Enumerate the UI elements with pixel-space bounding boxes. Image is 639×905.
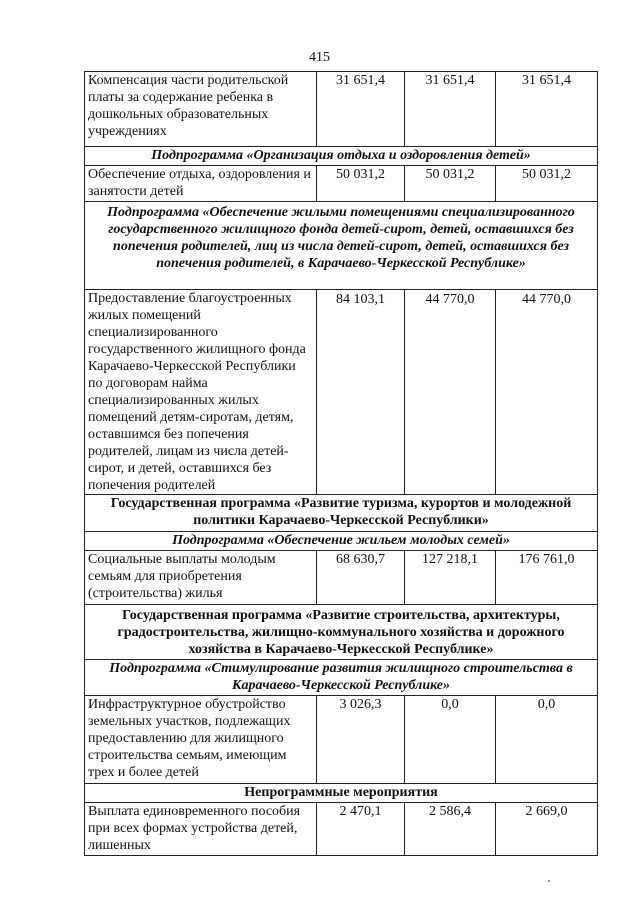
value-cell: 31 651,4 <box>405 72 496 147</box>
value-cell: 0,0 <box>496 696 598 784</box>
budget-table <box>84 71 598 856</box>
table-row <box>85 166 598 202</box>
subprogram-row <box>85 202 598 290</box>
program-title: Государственная программа «Развитие туризма, курортов и молодежной политики Карачаево-Черкесской Республики» <box>85 495 598 532</box>
value-cell: 127 218,1 <box>405 551 496 605</box>
value-cell: 31 651,4 <box>496 72 598 147</box>
table-row <box>85 72 598 147</box>
value-cell: 68 630,7 <box>317 551 405 605</box>
table-row <box>85 551 598 605</box>
value-cell: 31 651,4 <box>317 72 405 147</box>
program-row <box>85 605 598 660</box>
table-row <box>85 696 598 784</box>
subprogram-title: Подпрограмма «Обеспечение жильем молодых семей» <box>85 532 598 551</box>
program-title: Непрограммные мероприятия <box>85 784 598 803</box>
value-cell: 0,0 <box>405 696 496 784</box>
program-row <box>85 784 598 803</box>
value-cell: 176 761,0 <box>496 551 598 605</box>
subprogram-row <box>85 660 598 696</box>
value-cell: 44 770,0 <box>405 290 496 495</box>
scan-speck <box>548 880 550 882</box>
row-name: Обеспечение отдыха, оздоровления и занятости детей <box>85 166 317 202</box>
value-cell: 3 026,3 <box>317 696 405 784</box>
value-cell: 84 103,1 <box>317 290 405 495</box>
row-name: Компенсация части родительской платы за содержание ребенка в дошкольных образовательных учреждениях <box>85 72 317 147</box>
subprogram-title: Подпрограмма «Обеспечение жилыми помещениями специализированного государственного жилищного фонда детей-сирот, детей, оставшихся без попечения родителей, лиц из числа детей-сирот, детей, оставшихся без попечения родителей, в Карачаево-Черкесской Республике» <box>85 202 598 290</box>
table-row <box>85 290 598 495</box>
value-cell: 2 470,1 <box>317 803 405 856</box>
program-row <box>85 495 598 532</box>
subprogram-title: Подпрограмма «Стимулирование развития жилищного строительства в Карачаево-Черкесской Республике» <box>85 660 598 696</box>
page-number: 415 <box>309 50 330 65</box>
value-cell: 2 586,4 <box>405 803 496 856</box>
row-name: Инфраструктурное обустройство земельных участков, подлежащих предоставлению для жилищного строительства семьям, имеющим трех и более детей <box>85 696 317 784</box>
value-cell: 44 770,0 <box>496 290 598 495</box>
table-row <box>85 803 598 856</box>
row-name: Выплата единовременного пособия при всех формах устройства детей, лишенных <box>85 803 317 856</box>
subprogram-row <box>85 532 598 551</box>
program-title: Государственная программа «Развитие строительства, архитектуры, градостроительства, жилищно-коммунального хозяйства и дорожного хозяйства в Карачаево-Черкесской Республике» <box>85 605 598 660</box>
row-name: Социальные выплаты молодым семьям для приобретения (строительства) жилья <box>85 551 317 605</box>
subprogram-title: Подпрограмма «Организация отдыха и оздоровления детей» <box>85 147 598 166</box>
value-cell: 50 031,2 <box>317 166 405 202</box>
value-cell: 2 669,0 <box>496 803 598 856</box>
row-name: Предоставление благоустроенных жилых помещений специализированного государственного жилищного фонда Карачаево-Черкесской Республики по договорам найма специализированных жилых помещений детям-сиротам, детям, оставшимся без попечения родителей, лицам из числа детей-сирот, и детей, оставшихся без попечения родителей <box>85 290 317 495</box>
value-cell: 50 031,2 <box>496 166 598 202</box>
subprogram-row <box>85 147 598 166</box>
value-cell: 50 031,2 <box>405 166 496 202</box>
